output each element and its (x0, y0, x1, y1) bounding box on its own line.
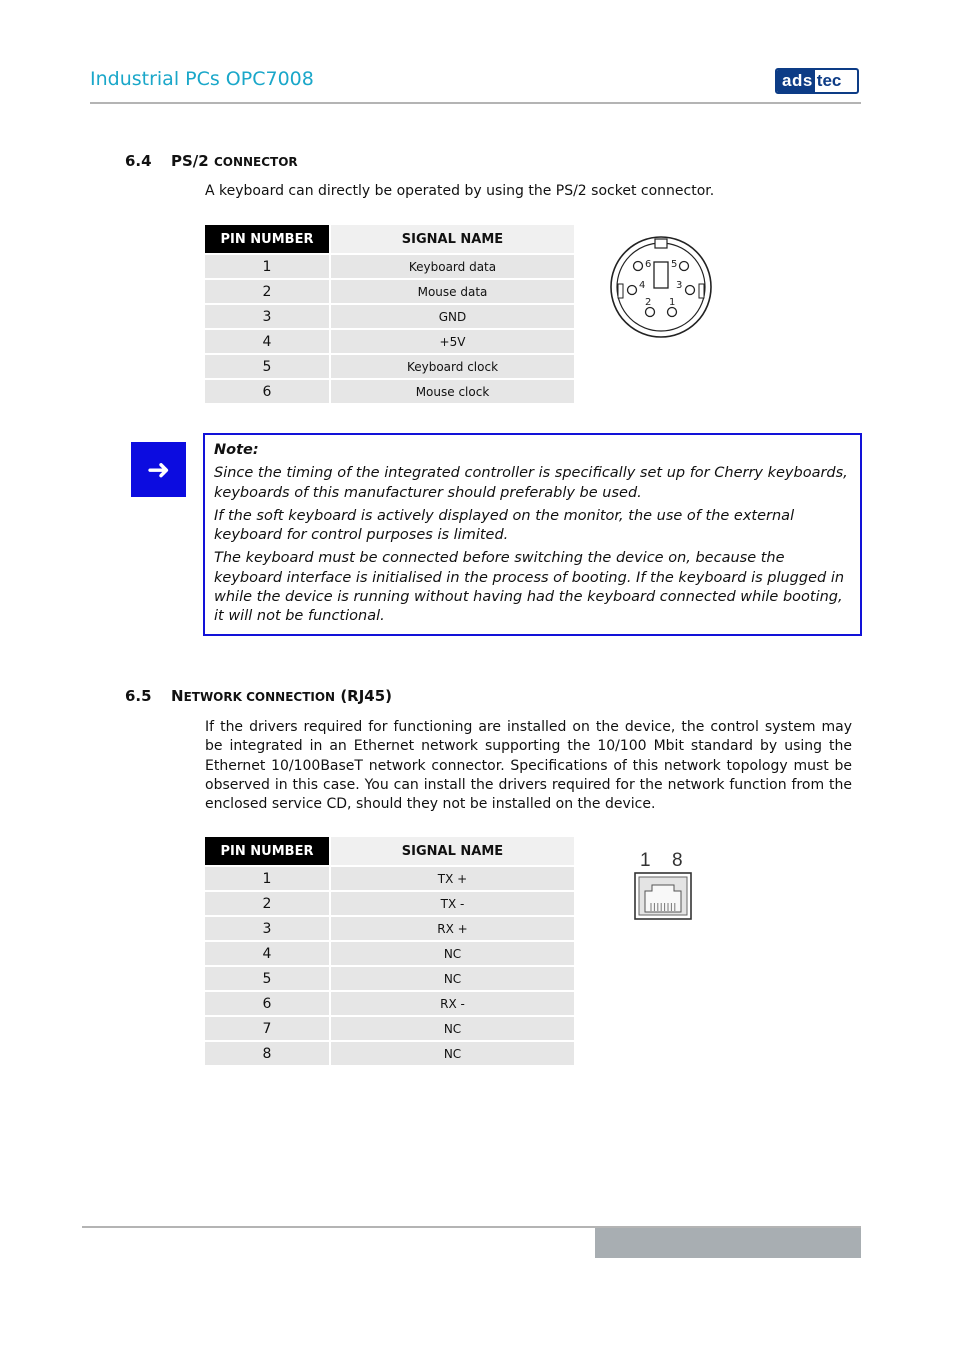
pin-number-cell: 4 (205, 942, 329, 965)
signal-name-cell: TX + (329, 867, 574, 890)
ps2-intro-text: A keyboard can directly be operated by using the PS/2 socket connector. (205, 183, 715, 199)
table-row (205, 380, 574, 403)
table-row (205, 967, 574, 990)
arrow-right-icon: ➜ (131, 442, 186, 497)
rj45-connector-diagram (632, 846, 694, 922)
table-row (205, 305, 574, 328)
note-paragraph: Since the timing of the integrated controller is specifically set up for Cherry keyboards, keyboards of this manufacturer should preferably be used. (214, 465, 848, 501)
ps2-pin-label-5: 5 (671, 259, 678, 270)
pin-number-header: PIN NUMBER (205, 225, 329, 253)
table-row (205, 867, 574, 890)
signal-name-cell: Keyboard clock (329, 355, 574, 378)
signal-name-header: SIGNAL NAME (329, 225, 574, 253)
signal-name-cell: GND (329, 305, 574, 328)
table-row (205, 330, 574, 353)
section-title-main: PS/2 (171, 152, 214, 170)
signal-name-cell: NC (329, 942, 574, 965)
table-header-row (205, 837, 574, 865)
pin-number-cell: 5 (205, 355, 329, 378)
pin-number-header: PIN NUMBER (205, 837, 329, 865)
section-heading-ps2 (125, 152, 298, 170)
signal-name-header: SIGNAL NAME (329, 837, 574, 865)
signal-name-cell: TX - (329, 892, 574, 915)
section-title-small: ETWORK CONNECTION (183, 690, 336, 704)
signal-name-cell: Mouse clock (329, 380, 574, 403)
note-paragraph: The keyboard must be connected before switching the device on, because the keyboard interface is initialised in the process of booting. If the keyboard is plugged in while the device is running without having had the keyboard connected while booting, it will not be functional. (214, 550, 845, 625)
pin-number-cell: 1 (205, 255, 329, 278)
pin-number-cell: 3 (205, 917, 329, 940)
pin-number-cell: 4 (205, 330, 329, 353)
section-title-first: N (171, 687, 184, 705)
table-row (205, 255, 574, 278)
pin-number-cell: 8 (205, 1042, 329, 1065)
signal-name-cell: +5V (329, 330, 574, 353)
table-row (205, 917, 574, 940)
note-box (203, 433, 862, 636)
pin-number-cell: 6 (205, 380, 329, 403)
pin-number-cell: 5 (205, 967, 329, 990)
table-row (205, 992, 574, 1015)
table-row (205, 1017, 574, 1040)
ps2-pin-label-3: 3 (676, 280, 683, 291)
ps2-connector-diagram (608, 234, 714, 340)
network-intro-text: If the drivers required for functioning are installed on the device, the control system may be integrated in an Ethernet network supporting the 10/100 Mbit standard by using the Ethernet 10/100BaseT network connector. Specifications of this network topology must be observed in this case. You can install the drivers required for the network function from the enclosed service CD, should they not be installed on the device. (205, 719, 852, 813)
ps2-pin-label-4: 4 (639, 280, 646, 291)
note-title: Note: (214, 442, 259, 458)
section-title-small: CONNECTOR (213, 155, 298, 169)
table-row (205, 355, 574, 378)
section-number: 6.5 (125, 687, 152, 705)
pin-number-cell: 7 (205, 1017, 329, 1040)
pin-number-cell: 1 (205, 867, 329, 890)
pin-number-cell: 6 (205, 992, 329, 1015)
signal-name-cell: NC (329, 967, 574, 990)
table-row (205, 280, 574, 303)
company-logo (775, 68, 859, 94)
pin-number-cell: 2 (205, 892, 329, 915)
table-row (205, 1042, 574, 1065)
signal-name-cell: NC (329, 1042, 574, 1065)
ps2-pin-label-2: 2 (645, 297, 652, 308)
signal-name-cell: RX - (329, 992, 574, 1015)
rj45-pin-label-8: 8 (672, 850, 683, 871)
ps2-pin-table (205, 223, 574, 405)
note-paragraph: If the soft keyboard is actively displayed on the monitor, the use of the external keyboard for control purposes is limited. (214, 507, 795, 544)
signal-name-cell: RX + (329, 917, 574, 940)
page-header-title: Industrial PCs OPC7008 (90, 68, 314, 90)
ps2-pin-label-1: 1 (669, 297, 676, 308)
ps2-pin-label-6: 6 (645, 259, 652, 270)
footer-bar (595, 1228, 861, 1258)
header-divider (90, 102, 861, 104)
signal-name-cell: NC (329, 1017, 574, 1040)
logo-ads-text: ads (777, 70, 815, 92)
logo-tec-text: tec (815, 70, 846, 92)
pin-number-cell: 2 (205, 280, 329, 303)
pin-number-cell: 3 (205, 305, 329, 328)
table-row (205, 942, 574, 965)
signal-name-cell: Keyboard data (329, 255, 574, 278)
section-title-last: (RJ45) (335, 687, 393, 705)
table-header-row (205, 225, 574, 253)
rj45-pin-label-1: 1 (640, 850, 651, 871)
signal-name-cell: Mouse data (329, 280, 574, 303)
section-heading-network (125, 687, 392, 705)
section-number: 6.4 (125, 152, 152, 170)
rj45-pin-table (205, 835, 574, 1067)
table-row (205, 892, 574, 915)
